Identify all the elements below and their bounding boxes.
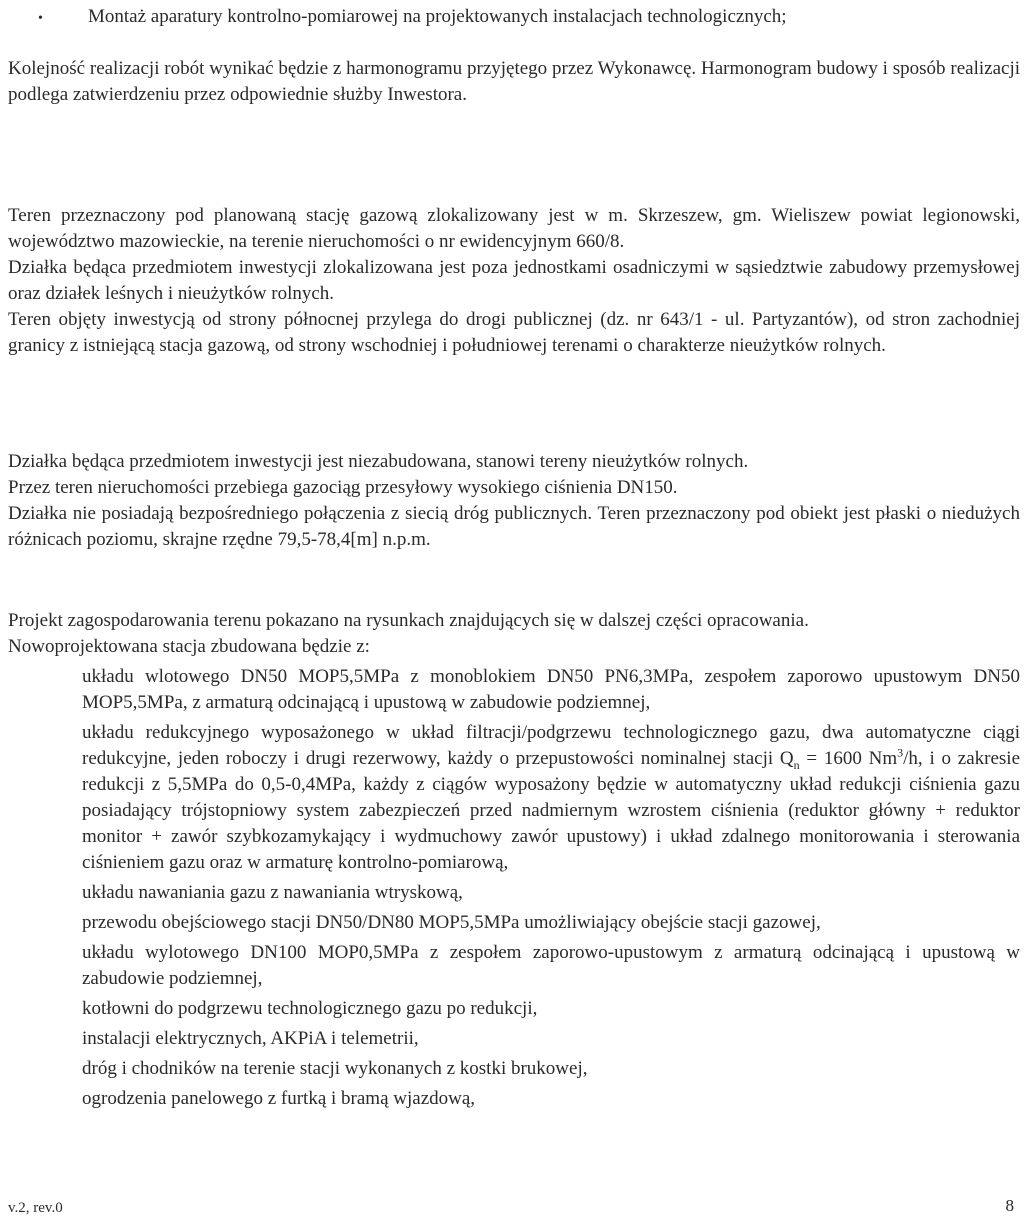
- bullet-text: Montaż aparatury kontrolno-pomiarowej na projektowanych instalacjach technologicznych;: [88, 6, 787, 27]
- bullet-item: [38, 4, 998, 32]
- plot-line-3: Działka nie posiadają bezpośredniego połączenia z siecią dróg publicznych. Teren przeznaczony pod obiekt jest płaski o niedużych różnicach poziomu, skrajne rzędne 79,5-78,4[m] n.p.m.: [8, 503, 1020, 550]
- list-item: [82, 720, 1020, 876]
- list-item: przewodu obejściowego stacji DN50/DN80 MOP5,5MPa umożliwiający obejście stacji gazowej,: [82, 912, 821, 933]
- paragraph-plot: [8, 449, 1020, 553]
- location-line-3: Teren objęty inwestycją od strony północnej przylega do drogi publicznej (dz. nr 643/1 - ul. Partyzantów), od stron zachodniej granicy z istniejącą stacja gazową, od strony wschodniej i południowej terenami o charakterze nieużytków rolnych.: [8, 309, 1020, 356]
- location-line-2: Działka będąca przedmiotem inwestycji zlokalizowana jest poza jednostkami osadniczymi w sąsiedztwie zabudowy przemysłowej oraz działek leśnych i nieużytków rolnych.: [8, 257, 1020, 304]
- paragraph-location: [8, 203, 1020, 359]
- location-line-1: Teren przeznaczony pod planowaną stację gazową zlokalizowany jest w m. Skrzeszew, gm. Wieliszew powiat legionowski, województwo mazowieckie, na terenie nieruchomości o nr ewidencyjnym 660/8.: [8, 205, 1020, 252]
- flow-value: = 1600 Nm: [799, 748, 898, 769]
- list-item: instalacji elektrycznych, AKPiA i telemetrii,: [82, 1028, 419, 1049]
- bullet-marker: •: [38, 11, 43, 26]
- superscript-3: 3: [897, 745, 904, 760]
- paragraph-order: [8, 56, 1020, 108]
- list-item: dróg i chodników na terenie stacji wykonanych z kostki brukowej,: [82, 1058, 588, 1079]
- list-item: układu nawaniania gazu z nawaniania wtryskową,: [82, 882, 463, 903]
- order-text: Kolejność realizacji robót wynikać będzie z harmonogramu przyjętego przez Wykonawcę. Harmonogram budowy i sposób realizacji podlega zatwierdzeniu przez odpowiednie służby Inwestora.: [8, 58, 1020, 105]
- list-item: kotłowni do podgrzewu technologicznego gazu po redukcji,: [82, 998, 538, 1019]
- plot-line-1: Działka będąca przedmiotem inwestycji jest niezabudowana, stanowi tereny nieużytków rolnych.: [8, 451, 749, 472]
- footer-version: v.2, rev.0: [8, 1200, 63, 1216]
- list-item-rest: /h, i o zakresie redukcji z 5,5MPa do 0,5-0,4MPa, każdy z ciągów wyposażony będzie w automatyczny układ redukcji ciśnienia gazu posiadający trójstopniowy system zabezpieczeń przed nadmiernym wzrostem ciśnienia (reduktor główny + reduktor monitor + zawór szybkozamykający i wydmuchowy zawór upustowy) i układ zdalnego monitorowania i sterowania ciśnieniem gazu oraz w armaturę kontrolno-pomiarową,: [82, 748, 1021, 873]
- list-item: układu wylotowego DN100 MOP0,5MPa z zespołem zaporowo-upustowym z armaturą odcinającą i upustową w zabudowie podziemnej,: [82, 942, 1020, 989]
- plot-line-2: Przez teren nieruchomości przebiega gazociąg przesyłowy wysokiego ciśnienia DN150.: [8, 477, 678, 498]
- paragraph-project: [8, 608, 1020, 660]
- list-item: ogrodzenia panelowego z furtką i bramą wjazdową,: [82, 1088, 476, 1109]
- list-item-text: układu redukcyjnego wyposażonego w układ filtracji/podgrzewu technologicznego gazu, dwa automatyczne ciągi redukcyjne, jeden roboczy i drugi rezerwowy, każdy o przepustowości nominalnej stacji Q: [82, 722, 1020, 769]
- list-item: układu wlotowego DN50 MOP5,5MPa z monoblokiem DN50 PN6,3MPa, zespołem zaporowo upustowym DN50 MOP5,5MPa, z armaturą odcinającą i upustową w zabudowie podziemnej,: [82, 666, 1020, 713]
- page-number: 8: [1005, 1196, 1014, 1215]
- project-line-2: Nowoprojektowana stacja zbudowana będzie z:: [8, 636, 370, 657]
- subscript-n: n: [793, 757, 800, 772]
- project-line-1: Projekt zagospodarowania terenu pokazano na rysunkach znajdujących się w dalszej części opracowania.: [8, 610, 809, 631]
- station-components-list: [82, 664, 1020, 1116]
